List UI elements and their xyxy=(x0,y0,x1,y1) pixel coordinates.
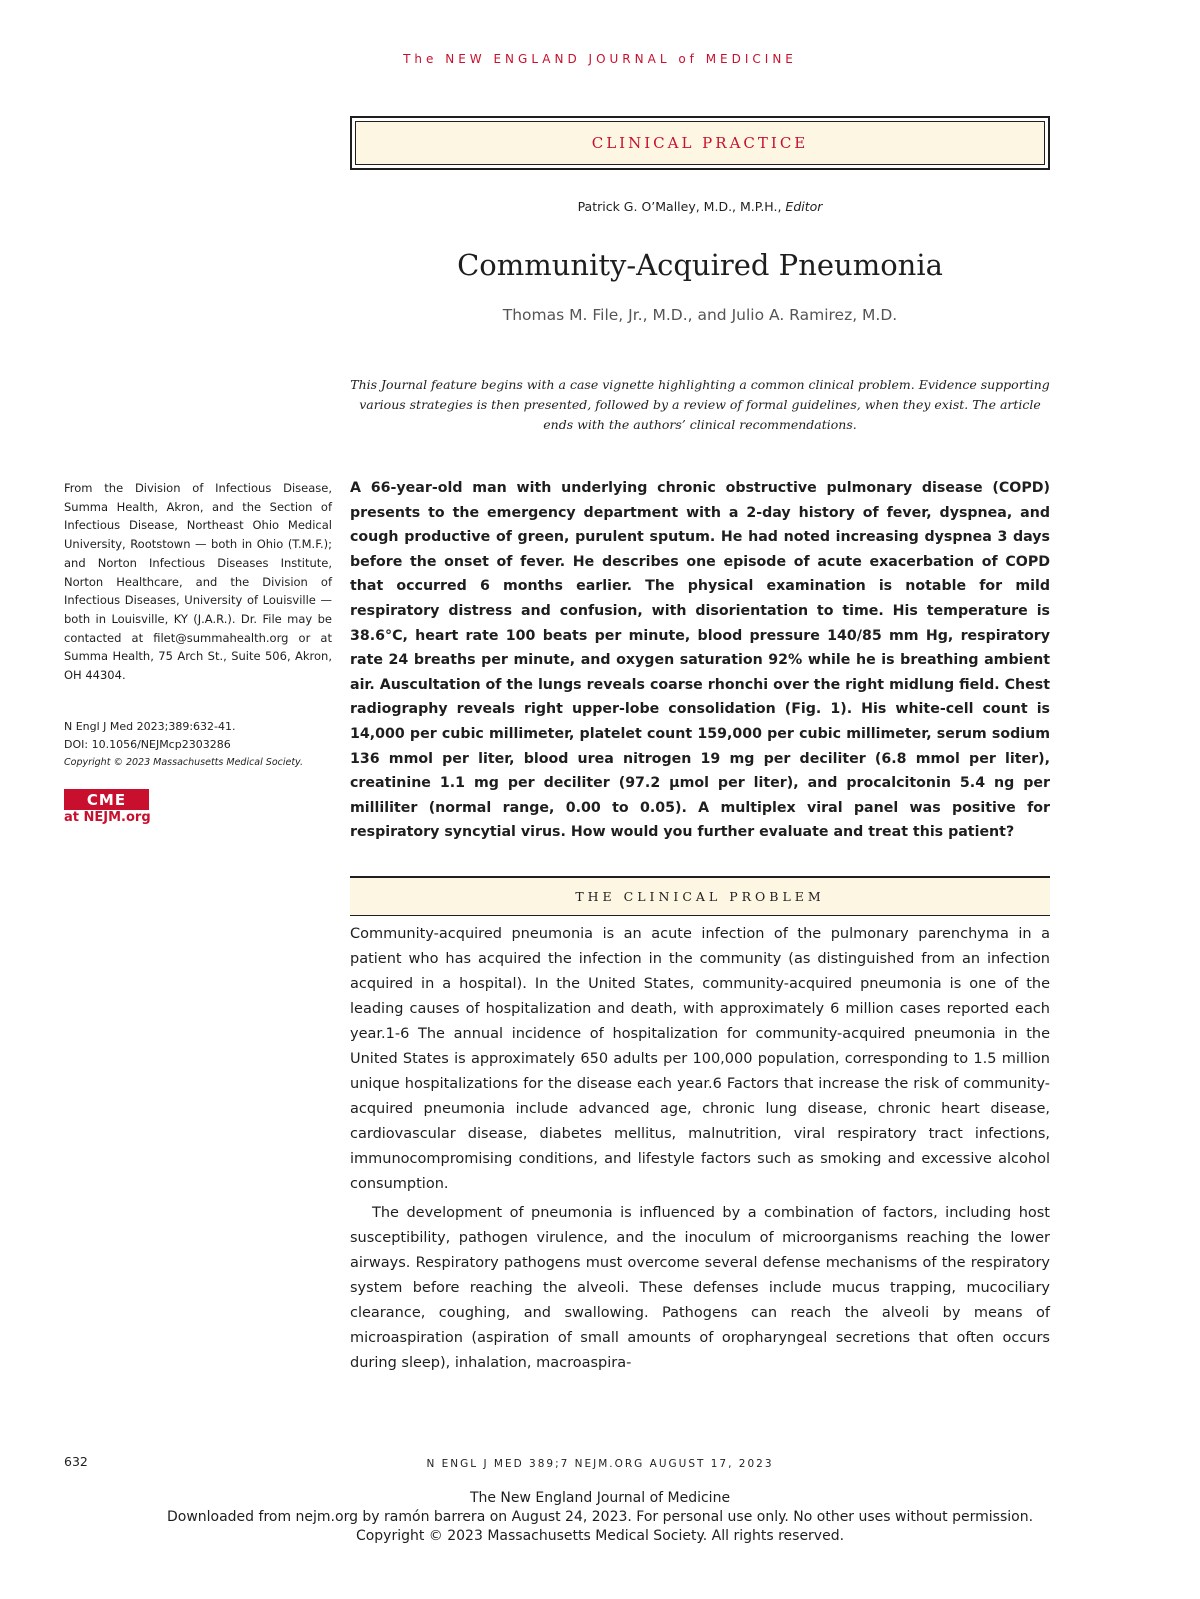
editor-name: Patrick G. O’Malley, M.D., M.P.H., xyxy=(577,199,786,214)
issue-line: N ENGL J MED 389;7 NEJM.ORG AUGUST 17, 2023 xyxy=(426,1458,774,1470)
body-text xyxy=(350,922,1050,1376)
section-heading: THE CLINICAL PROBLEM xyxy=(350,876,1050,916)
doi[interactable]: DOI: 10.1056/NEJMcp2303286 xyxy=(64,738,231,751)
citation: N Engl J Med 2023;389:632-41. xyxy=(64,720,236,733)
editor-line xyxy=(350,199,1050,214)
article-authors: Thomas M. File, Jr., M.D., and Julio A. Ramirez, M.D. xyxy=(502,306,898,324)
footer-copyright: Copyright © 2023 Massachusetts Medical Society. All rights reserved. xyxy=(355,1528,845,1544)
journal-header: The NEW ENGLAND JOURNAL of MEDICINE xyxy=(403,52,797,66)
editor-role: Editor xyxy=(785,199,823,214)
citation-block xyxy=(64,718,334,772)
citation-copyright: Copyright © 2023 Massachusetts Medical Society. xyxy=(64,757,303,768)
cme-link[interactable]: at NEJM.org xyxy=(64,810,151,825)
intro-note: This Journal feature begins with a case vignette highlighting a common clinical problem. Evidence supporting various strategies is then presented, followed by a review of formal guidelines, when they exist. The article ends with the authors’ clinical recommendations. xyxy=(350,377,1050,432)
cme-badge[interactable]: CME xyxy=(64,789,149,810)
author-affiliations: From the Division of Infectious Disease, Summa Health, Akron, and the Section of Infectious Disease, Northeast Ohio Medical University, Rootstown — both in Ohio (T.M.F.); and Norton Infectious Diseases Institute, Norton Healthcare, and the Division of Infectious Diseases, University of Louisville — both in Louisville, KY (J.A.R.). Dr. File may be contacted at filet@summahealth.org or at Summa Health, 75 Arch St., Suite 506, Akron, OH 44304. xyxy=(64,481,332,683)
page-number: 632 xyxy=(64,1454,88,1469)
section-label-box xyxy=(350,116,1050,170)
article-title: Community-Acquired Pneumonia xyxy=(457,248,943,282)
paragraph: The development of pneumonia is influenced by a combination of factors, including host susceptibility, pathogen virulence, and the inoculum of microorganisms reaching the lower airways. Respiratory pathogens must overcome several defense mechanisms of the respiratory system before reaching the alveoli. These defenses include mucus trapping, mucociliary clearance, coughing, and swallowing. Pathogens can reach the alveoli by means of microaspiration (aspiration of small amounts of oropharyngeal secretions that often occurs during sleep), inhalation, macroaspira- xyxy=(350,1205,1050,1371)
section-label: CLINICAL PRACTICE xyxy=(355,121,1045,165)
case-vignette: A 66-year-old man with underlying chronic obstructive pulmonary disease (COPD) presents to the emergency department with a 2-day history of fever, dyspnea, and cough productive of green, purulent sputum. He had noted increasing dyspnea 3 days before the onset of fever. He describes one episode of acute exacerbation of COPD that occurred 6 months earlier. The physical examination is notable for mild respiratory distress and confusion, with disorientation to time. His temperature is 38.6°C, heart rate 100 beats per minute, blood pressure 140/85 mm Hg, respiratory rate 24 breaths per minute, and oxygen saturation 92% while he is breathing ambient air. Auscultation of the lungs reveals coarse rhonchi over the right midlung field. Chest radiography reveals right upper-lobe consolidation (Fig. 1). His white-cell count is 14,000 per cubic millimeter, platelet count 159,000 per cubic millimeter, serum sodium 136 mmol per liter, blood urea nitrogen 19 mg per deciliter (6.8 mmol per liter), creatinine 1.1 mg per deciliter (97.2 μmol per liter), and procalcitonin 5.4 ng per milliliter (normal range, 0.00 to 0.05). A multiplex viral panel was positive for respiratory syncytial virus. How would you further evaluate and treat this patient? xyxy=(350,480,1050,841)
paragraph: Community-acquired pneumonia is an acute infection of the pulmonary parenchyma in a patient who has acquired the infection in the community (as distinguished from an infection acquired in a hospital). In the United States, community-acquired pneumonia is one of the leading causes of hospitalization and death, with approximately 6 million cases reported each year.1-6 The annual incidence of hospitalization for community-acquired pneumonia in the United States is approximately 650 adults per 100,000 population, corresponding to 1.5 million unique hospitalizations for the disease each year.6 Factors that increase the risk of community-acquired pneumonia include advanced age, chronic lung disease, chronic heart disease, cardiovascular disease, diabetes mellitus, malnutrition, viral respiratory tract infections, immunocompromising conditions, and lifestyle factors such as smoking and excessive alcohol consumption. xyxy=(350,926,1050,1192)
footer-journal-name: The New England Journal of Medicine xyxy=(469,1490,731,1506)
download-note: Downloaded from nejm.org by ramón barrera on August 24, 2023. For personal use only. No other uses without permission. xyxy=(166,1509,1034,1525)
